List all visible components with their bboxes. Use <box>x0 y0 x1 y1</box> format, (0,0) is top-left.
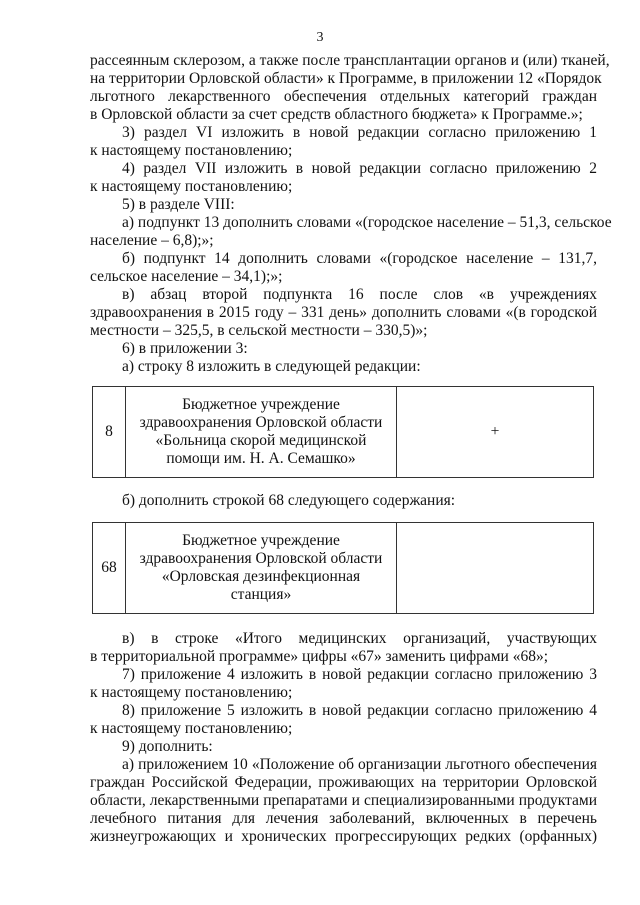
row-number-cell: 68 <box>93 523 126 614</box>
text-line: льготного лекарственного обеспечения отдельных категорий граждан <box>90 88 597 105</box>
text-line: на территории Орловской области» к Программе, в приложении 12 «Порядок <box>90 70 602 87</box>
text-line: а) строку 8 изложить в следующей редакции: <box>122 358 421 375</box>
organization-name-line: Бюджетное учреждение <box>182 532 340 549</box>
table-row-68 <box>92 522 594 614</box>
text-line: 4) раздел VII изложить в новой редакции согласно приложению 2 <box>122 160 597 177</box>
text-line: к настоящему постановлению; <box>90 178 293 195</box>
text-line: рассеянным склерозом, а также после трансплантации органов и (или) тканей, <box>90 52 610 69</box>
table-row-8 <box>92 386 594 478</box>
organization-name-cell <box>126 387 397 478</box>
text-line: области, лекарственными препаратами и специализированными продуктами <box>90 792 597 809</box>
organization-name-line: станция» <box>230 586 292 603</box>
text-line: а) подпункт 13 дополнить словами «(городское население – 51,3, сельское <box>122 214 612 231</box>
organization-name-line: Бюджетное учреждение <box>182 396 340 413</box>
organization-name-line: здравоохранения Орловской области <box>139 550 383 567</box>
text-line: а) приложением 10 «Положение об организации льготного обеспечения <box>122 756 597 773</box>
text-line: сельское население – 34,1);»; <box>90 268 283 285</box>
text-line: в) в строке «Итого медицинских организаций, участвующих <box>122 630 597 647</box>
page-number: 3 <box>316 30 324 45</box>
text-line: в) абзац второй подпункта 16 после слов «в учреждениях <box>122 286 597 303</box>
row-number-cell: 8 <box>93 387 126 478</box>
text-line: местности – 325,5, в сельской местности – 330,5)»; <box>90 322 428 339</box>
organization-name-cell <box>126 523 397 614</box>
text-line: здравоохранения в 2015 году – 331 день» дополнить словами «(в городской <box>90 304 597 321</box>
text-line: б) подпункт 14 дополнить словами «(городское население – 131,7, <box>122 250 597 267</box>
participation-mark-cell: + <box>397 387 594 478</box>
text-line: 6) в приложении 3: <box>122 340 248 357</box>
organization-name-line: «Орловская дезинфекционная <box>161 568 361 585</box>
text-line: 7) приложение 4 изложить в новой редакции согласно приложению 3 <box>122 666 597 683</box>
text-line: в территориальной программе» цифры «67» заменить цифрами «68»; <box>90 648 549 665</box>
text-line: 5) в разделе VIII: <box>122 196 235 213</box>
organization-name-line: «Больница скорой медицинской <box>155 432 367 449</box>
text-line: б) дополнить строкой 68 следующего содержания: <box>122 492 456 509</box>
organization-name-line: здравоохранения Орловской области <box>139 414 383 431</box>
text-line: лечебного питания для лечения заболеваний, включенных в перечень <box>90 810 597 827</box>
text-line: 8) приложение 5 изложить в новой редакции согласно приложению 4 <box>122 702 597 719</box>
participation-mark-cell <box>397 523 594 614</box>
text-line: жизнеугрожающих и хронических прогрессирующих редких (орфанных) <box>90 828 597 845</box>
text-line: к настоящему постановлению; <box>90 142 293 159</box>
text-line: в Орловской области за счет средств областного бюджета» к Программе.»; <box>90 106 583 123</box>
text-line: к настоящему постановлению; <box>90 684 293 701</box>
text-line: 3) раздел VI изложить в новой редакции согласно приложению 1 <box>122 124 597 141</box>
text-line: 9) дополнить: <box>122 738 213 755</box>
text-line: к настоящему постановлению; <box>90 720 293 737</box>
text-line: граждан Российской Федерации, проживающих на территории Орловской <box>90 774 597 791</box>
organization-name-line: помощи им. Н. А. Семашко» <box>166 450 356 467</box>
text-line: население – 6,8);»; <box>90 232 214 249</box>
